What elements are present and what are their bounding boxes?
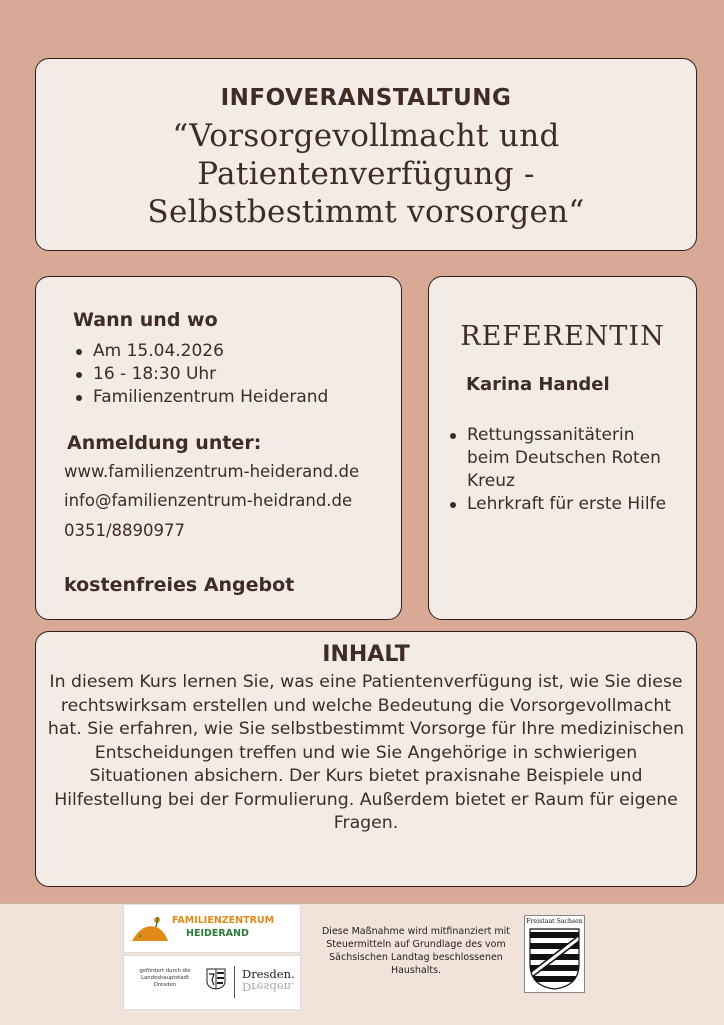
registration-heading: Anmeldung unter: — [67, 432, 262, 454]
when-where-heading: Wann und wo — [73, 309, 218, 331]
event-title-line: Selbstbestimmt vorsorgen“ — [147, 194, 585, 230]
website-link[interactable]: www.familienzentrum-heiderand.de — [64, 462, 360, 481]
event-title — [36, 117, 696, 231]
saxony-coat-of-arms-icon — [529, 928, 580, 990]
divider — [234, 966, 235, 998]
dresden-crest-icon — [206, 968, 226, 990]
saxony-seal — [524, 915, 585, 993]
event-title-line: Patientenverfügung - — [197, 156, 535, 192]
email-link[interactable]: info@familienzentrum-heidrand.de — [64, 491, 353, 510]
when-where-list — [73, 340, 328, 409]
speaker-name: Karina Handel — [466, 374, 610, 395]
event-title-line: “Vorsorgevollmacht und — [172, 118, 560, 154]
hill-sun-icon — [130, 911, 170, 945]
content-text: In diesem Kurs lernen Sie, was eine Patientenverfügung ist, wie Sie diese rechtswirksam erstellen und welche Bedeutung die Vorsorgevollmacht hat. Sie erfahren, wie Sie selbstbestimmt Vorsorge für Ihre medizinischen Entscheidungen treffen und wie Sie Angehörige in schwierigen Situationen absichern. Der Kurs bietet praxisnahe Beispiele und Hilfestellung bei der Formulierung. Außerdem bietet er Raum für eigene Fragen. — [47, 672, 685, 833]
content-heading: INHALT — [322, 642, 410, 667]
dresden-funding-note: gefördert durch die Landeshauptstadt Dresden — [139, 968, 191, 988]
speaker-qualifications — [447, 424, 675, 516]
dresden-wordmark: Dresden. — [242, 967, 295, 981]
when-where-card — [35, 276, 402, 620]
list-item: Am 15.04.2026 — [73, 340, 328, 363]
event-kicker: INFOVERANSTALTUNG — [220, 85, 512, 111]
familienzentrum-logo — [123, 904, 301, 953]
seal-caption: Freistaat Sachsen — [526, 918, 583, 925]
logo-text-line1: FAMILIENZENTRUM — [172, 915, 275, 926]
list-item: Rettungssanitäterin beim Deutschen Roten Kreuz — [447, 424, 675, 493]
speaker-card — [428, 276, 697, 620]
funding-notice: Diese Maßnahme wird mitfinanziert mit Steuermitteln auf Grundlage des vom Sächsischen Landtag beschlossenen Haushalts. — [321, 926, 510, 976]
list-item: 16 - 18:30 Uhr — [73, 363, 328, 386]
logo-text-line2: HEIDERAND — [186, 928, 249, 939]
dresden-logo — [123, 955, 301, 1010]
footer — [0, 903, 724, 1025]
content-card — [35, 631, 697, 887]
free-offer-label: kostenfreies Angebot — [64, 574, 295, 596]
list-item: Familienzentrum Heiderand — [73, 386, 328, 409]
list-item: Lehrkraft für erste Hilfe — [447, 493, 675, 516]
speaker-heading: REFERENTIN — [460, 321, 665, 352]
dresden-wordmark-reflection: Dresden. — [242, 980, 295, 994]
phone-number: 0351/8890977 — [64, 521, 186, 540]
title-card — [35, 58, 697, 251]
